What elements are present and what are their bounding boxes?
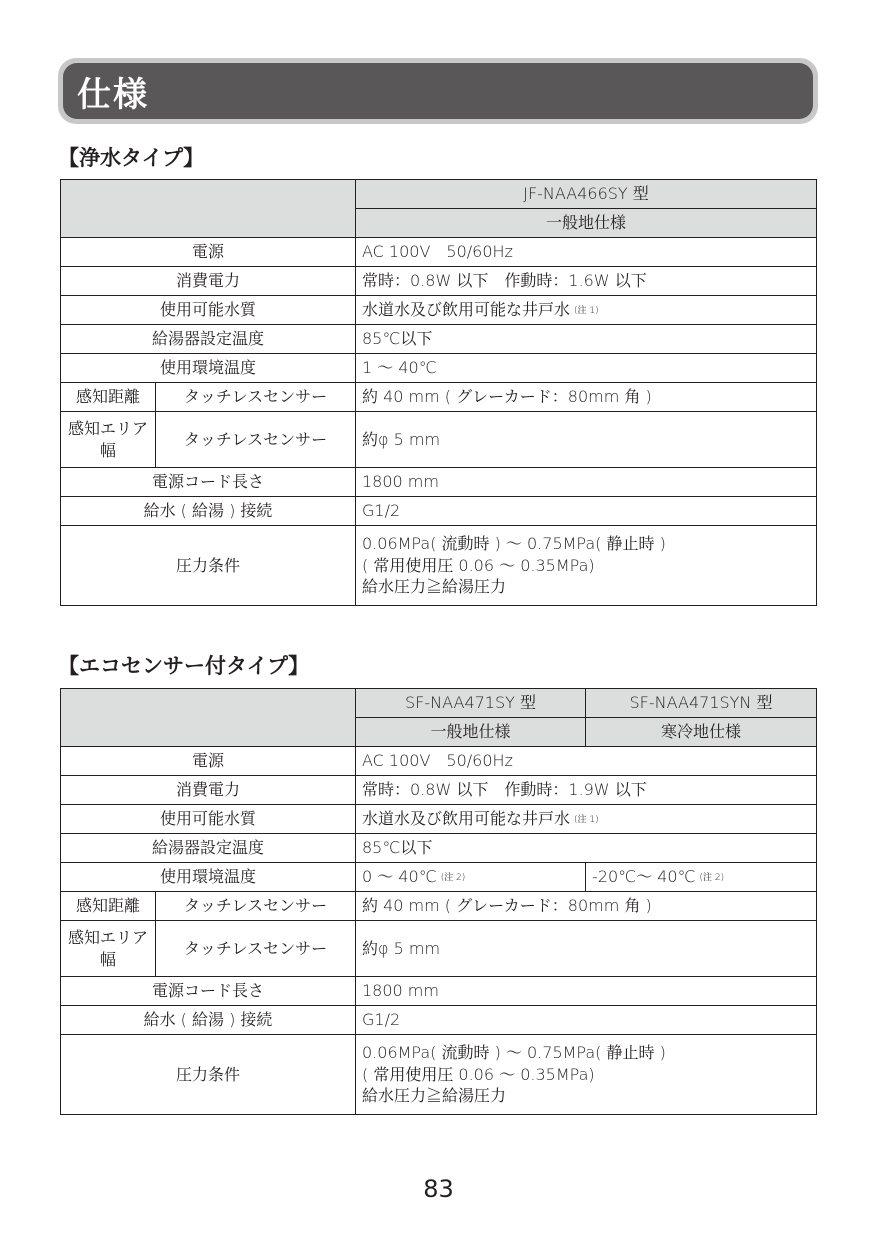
row-value-connection: G1/2 (356, 1006, 817, 1035)
variant-name: 一般地仕様 (356, 718, 586, 747)
pressure-line: 0.06MPa( 流動時 ) ～ 0.75MPa( 静止時 ) (362, 1043, 666, 1063)
row-value-water (356, 805, 817, 834)
row-label-power: 電源 (61, 747, 356, 776)
note-marker: (注 2) (440, 872, 466, 883)
row-sublabel-area: タッチレスセンサー (156, 412, 356, 468)
row-value-power: AC 100V 50/60Hz (356, 238, 817, 267)
row-value-consumption: 常時：0.8W 以下 作動時：1.9W 以下 (356, 776, 817, 805)
row-label-connection: 給水 ( 給湯 ) 接続 (61, 1006, 356, 1035)
row-value-cord: 1800 mm (356, 977, 817, 1006)
section-heading-eco: 【エコセンサー付タイプ】 (58, 654, 310, 678)
row-label-water: 使用可能水質 (61, 805, 356, 834)
title-panel (63, 63, 813, 119)
water-text: 水道水及び飲用可能な井戸水 (362, 300, 571, 320)
row-value-distance: 約 40 mm ( グレーカード：80mm 角 ) (356, 383, 817, 412)
row-value-heater-temp: 85℃以下 (356, 325, 817, 354)
row-label-heater-temp: 給湯器設定温度 (61, 834, 356, 863)
note-marker: (注 2) (699, 872, 725, 883)
env-temp-text: -20℃～ 40℃ (592, 867, 696, 887)
row-value-pressure (356, 1035, 817, 1115)
note-marker: (注 1) (574, 305, 599, 316)
row-label-consumption: 消費電力 (61, 776, 356, 805)
model-name: SF-NAA471SY 型 (356, 689, 586, 718)
row-label-heater-temp: 給湯器設定温度 (61, 325, 356, 354)
row-label-env-temp: 使用環境温度 (61, 354, 356, 383)
section-heading-filter: 【浄水タイプ】 (58, 146, 205, 170)
header-blank (61, 180, 356, 238)
note-marker: (注 1) (574, 814, 599, 825)
spec-table-eco (60, 688, 817, 1115)
row-value-env-temp-general (356, 863, 586, 892)
pressure-line: ( 常用使用圧 0.06 ～ 0.35MPa) (362, 555, 595, 575)
pressure-line: ( 常用使用圧 0.06 ～ 0.35MPa) (362, 1064, 595, 1084)
row-label-cord: 電源コード長さ (61, 977, 356, 1006)
row-label-connection: 給水 ( 給湯 ) 接続 (61, 497, 356, 526)
row-sublabel-area: タッチレスセンサー (156, 921, 356, 977)
row-value-env-temp: 1 ～ 40℃ (356, 354, 817, 383)
row-label-area: 感知エリア幅 (61, 921, 156, 977)
row-value-heater-temp: 85℃以下 (356, 834, 817, 863)
row-value-consumption: 常時：0.8W 以下 作動時：1.6W 以下 (356, 267, 817, 296)
row-value-water (356, 296, 817, 325)
row-sublabel-distance: タッチレスセンサー (156, 383, 356, 412)
spec-table-filter (60, 179, 817, 606)
variant-name: 寒冷地仕様 (586, 718, 817, 747)
row-label-water: 使用可能水質 (61, 296, 356, 325)
row-value-area: 約φ 5 mm (356, 412, 817, 468)
variant-name: 一般地仕様 (356, 209, 817, 238)
row-value-distance: 約 40 mm ( グレーカード：80mm 角 ) (356, 892, 817, 921)
row-value-env-temp-cold (586, 863, 817, 892)
row-label-pressure: 圧力条件 (61, 526, 356, 606)
row-value-cord: 1800 mm (356, 468, 817, 497)
title-bar (58, 58, 818, 124)
page-number: 83 (423, 1175, 454, 1203)
model-name: SF-NAA471SYN 型 (586, 689, 817, 718)
env-temp-text: 0 ～ 40℃ (362, 867, 437, 887)
pressure-line: 0.06MPa( 流動時 ) ～ 0.75MPa( 静止時 ) (362, 534, 666, 554)
row-value-power: AC 100V 50/60Hz (356, 747, 817, 776)
water-text: 水道水及び飲用可能な井戸水 (362, 809, 571, 829)
pressure-line: 給水圧力≧給湯圧力 (362, 1086, 507, 1106)
row-label-consumption: 消費電力 (61, 267, 356, 296)
row-sublabel-distance: タッチレスセンサー (156, 892, 356, 921)
row-value-connection: G1/2 (356, 497, 817, 526)
row-label-area: 感知エリア幅 (61, 412, 156, 468)
pressure-line: 給水圧力≧給湯圧力 (362, 577, 507, 597)
model-name: JF-NAA466SY 型 (356, 180, 817, 209)
row-label-cord: 電源コード長さ (61, 468, 356, 497)
row-label-distance: 感知距離 (61, 892, 156, 921)
page-title: 仕様 (77, 74, 149, 115)
row-label-pressure: 圧力条件 (61, 1035, 356, 1115)
row-label-power: 電源 (61, 238, 356, 267)
row-label-distance: 感知距離 (61, 383, 156, 412)
header-blank (61, 689, 356, 747)
row-value-area: 約φ 5 mm (356, 921, 817, 977)
row-value-pressure (356, 526, 817, 606)
row-label-env-temp: 使用環境温度 (61, 863, 356, 892)
